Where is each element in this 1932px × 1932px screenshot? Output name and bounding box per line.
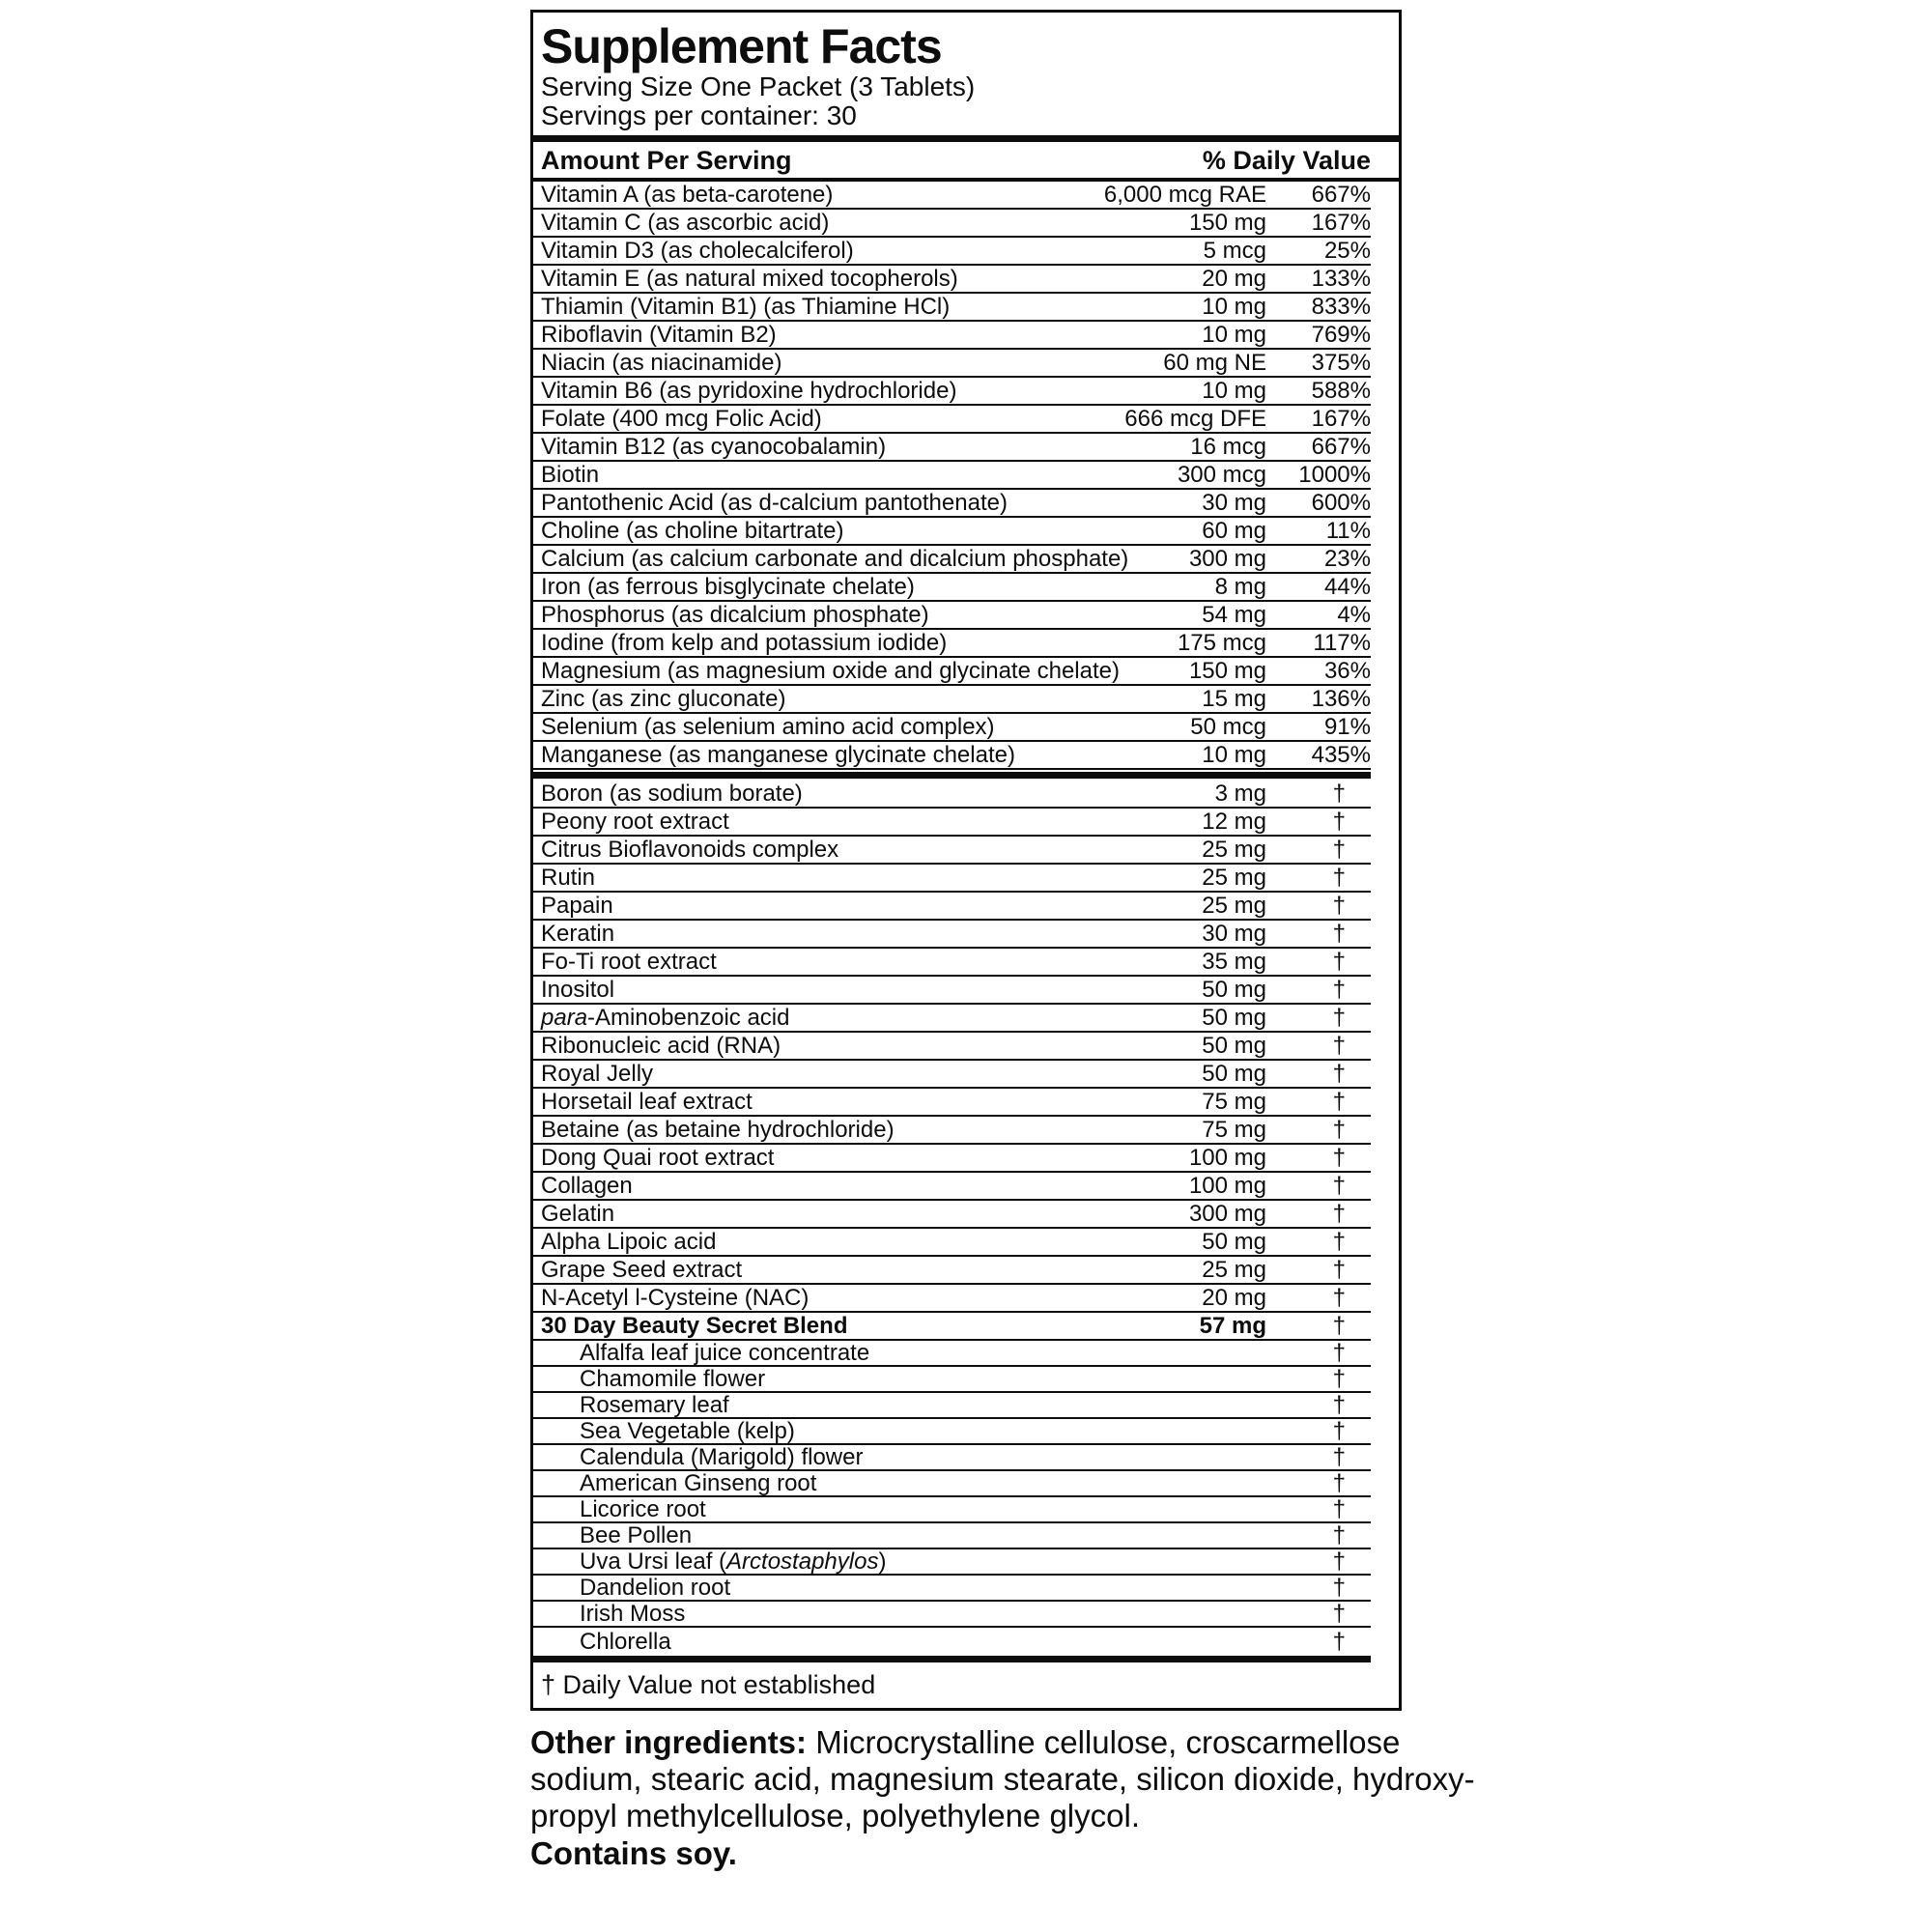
table-row xyxy=(533,1602,1371,1628)
ingredient-name: Calcium (as calcium carbonate and dicalcium phosphate) xyxy=(541,546,1129,572)
ingredient-amount: 50 mg xyxy=(1202,977,1266,1003)
table-row xyxy=(533,1173,1371,1201)
other-ingredients-line xyxy=(530,1724,1401,1761)
ingredient-amount: 16 mcg xyxy=(1190,434,1266,460)
ingredient-daily-value: † xyxy=(1332,1257,1346,1283)
ingredient-amount: 12 mg xyxy=(1202,809,1266,835)
ingredient-amount: 50 mg xyxy=(1202,1061,1266,1087)
ingredient-amount: 5 mcg xyxy=(1203,238,1266,264)
table-row xyxy=(533,714,1371,742)
ingredient-amount: 25 mg xyxy=(1202,837,1266,863)
ingredient-name: Citrus Bioflavonoids complex xyxy=(541,837,839,863)
table-row xyxy=(533,1341,1371,1367)
ingredient-daily-value: † xyxy=(1332,1005,1346,1031)
ingredient-daily-value: 23% xyxy=(1323,546,1371,572)
ingredient-daily-value: 1000% xyxy=(1298,462,1371,488)
table-row xyxy=(533,1117,1371,1145)
ingredient-amount: 8 mg xyxy=(1214,574,1266,600)
blend-ingredient-name: Bee Pollen xyxy=(580,1522,693,1548)
table-row xyxy=(533,1549,1371,1576)
ingredient-name: Inositol xyxy=(541,977,615,1003)
ingredient-daily-value: † xyxy=(1332,1340,1346,1366)
ingredient-amount: 50 mg xyxy=(1202,1005,1266,1031)
ingredient-daily-value: † xyxy=(1332,809,1346,835)
table-row xyxy=(533,1061,1371,1089)
other-ingredients-label: Other ingredients: xyxy=(530,1724,808,1760)
ingredient-daily-value: † xyxy=(1332,1313,1346,1339)
ingredient-amount: 10 mg xyxy=(1202,378,1266,404)
table-row xyxy=(533,238,1371,266)
ingredient-amount: 25 mg xyxy=(1202,865,1266,891)
ingredient-daily-value: 136% xyxy=(1311,686,1371,712)
ingredient-daily-value: 667% xyxy=(1311,434,1371,460)
ingredient-amount: 100 mg xyxy=(1188,1173,1266,1199)
ingredient-name: Pantothenic Acid (as d-calcium pantothenate) xyxy=(541,490,1008,516)
contains-soy-text: Contains soy. xyxy=(530,1835,737,1871)
ingredient-name: Selenium (as selenium amino acid complex) xyxy=(541,714,995,740)
ingredient-name: Vitamin E (as natural mixed tocopherols) xyxy=(541,266,958,292)
blend-ingredient-name: Dandelion root xyxy=(580,1575,731,1601)
table-row xyxy=(533,1033,1371,1061)
table-row xyxy=(533,1145,1371,1173)
ingredient-amount: 30 mg xyxy=(1202,490,1266,516)
ingredient-amount: 300 mcg xyxy=(1177,462,1266,488)
ingredient-daily-value: † xyxy=(1332,1548,1346,1575)
ingredient-amount: 20 mg xyxy=(1202,266,1266,292)
table-row xyxy=(533,865,1371,893)
ingredient-name: Vitamin B6 (as pyridoxine hydrochloride) xyxy=(541,378,957,404)
ingredient-daily-value: 25% xyxy=(1323,238,1371,264)
table-row xyxy=(533,1628,1371,1654)
ingredient-daily-value: 91% xyxy=(1323,714,1371,740)
ingredient-amount: 75 mg xyxy=(1202,1117,1266,1143)
table-row xyxy=(533,837,1371,865)
daily-value-header: % Daily Value xyxy=(1202,146,1371,175)
other-ingredients-line: propyl methylcellulose, polyethylene glycol. xyxy=(530,1798,1140,1833)
ingredient-name: Alpha Lipoic acid xyxy=(541,1229,717,1255)
blend-ingredient-name: Rosemary leaf xyxy=(580,1392,729,1418)
supplement-facts-panel xyxy=(530,10,1402,1711)
ingredient-daily-value: † xyxy=(1332,865,1346,891)
ingredient-daily-value: 44% xyxy=(1323,574,1371,600)
ingredient-amount: 75 mg xyxy=(1202,1089,1266,1115)
ingredient-daily-value: 667% xyxy=(1311,182,1371,208)
ingredient-daily-value: † xyxy=(1332,1392,1346,1418)
ingredient-daily-value: † xyxy=(1332,1601,1346,1627)
ingredient-daily-value: † xyxy=(1332,1117,1346,1143)
ingredient-name: Collagen xyxy=(541,1173,633,1199)
label-column xyxy=(530,10,1475,1873)
blend-ingredient-name: Uva Ursi leaf (Arctostaphylos) xyxy=(580,1548,887,1575)
ingredient-name: Vitamin D3 (as cholecalciferol) xyxy=(541,238,854,264)
ingredient-name: N-Acetyl l-Cysteine (NAC) xyxy=(541,1285,810,1311)
ingredient-amount: 6,000 mcg RAE xyxy=(1103,182,1266,208)
ingredient-daily-value: 600% xyxy=(1311,490,1371,516)
ingredient-name: Peony root extract xyxy=(541,809,729,835)
ingredient-name: para-Aminobenzoic acid xyxy=(541,1005,790,1031)
table-row xyxy=(533,322,1371,350)
ingredient-daily-value: † xyxy=(1332,1201,1346,1227)
table-row xyxy=(533,490,1371,518)
ingredient-name: Folate (400 mcg Folic Acid) xyxy=(541,406,822,432)
ingredient-daily-value: 588% xyxy=(1311,378,1371,404)
ingredient-amount: 50 mg xyxy=(1202,1033,1266,1059)
table-row xyxy=(533,1367,1371,1393)
ingredient-daily-value: † xyxy=(1332,1145,1346,1171)
table-row xyxy=(533,210,1371,238)
table-row xyxy=(533,1523,1371,1549)
ingredient-daily-value: 11% xyxy=(1325,518,1371,544)
ingredient-name: Choline (as choline bitartrate) xyxy=(541,518,844,544)
ingredient-name: Manganese (as manganese glycinate chelate) xyxy=(541,742,1015,768)
ingredient-daily-value: † xyxy=(1332,1366,1346,1392)
ingredient-name: Thiamin (Vitamin B1) (as Thiamine HCl) xyxy=(541,294,951,320)
ingredient-daily-value: † xyxy=(1332,949,1346,975)
ingredient-daily-value: 167% xyxy=(1311,406,1371,432)
ingredient-amount: 60 mg xyxy=(1202,518,1266,544)
servings-per-container-text: Servings per container: 30 xyxy=(541,100,857,130)
ingredient-amount: 50 mg xyxy=(1202,1229,1266,1255)
table-row xyxy=(533,1201,1371,1229)
table-row xyxy=(533,1576,1371,1602)
ingredient-amount: 57 mg xyxy=(1199,1313,1266,1339)
blend-ingredient-name: American Ginseng root xyxy=(580,1470,817,1496)
ingredient-name: Betaine (as betaine hydrochloride) xyxy=(541,1117,895,1143)
ingredient-daily-value: † xyxy=(1332,1285,1346,1311)
table-row xyxy=(533,182,1371,210)
ingredient-daily-value: † xyxy=(1332,1629,1346,1655)
table-header-row xyxy=(533,142,1371,178)
table-row xyxy=(533,266,1371,294)
ingredient-name: Riboflavin (Vitamin B2) xyxy=(541,322,777,348)
table-row xyxy=(533,977,1371,1005)
ingredient-daily-value: † xyxy=(1332,1061,1346,1087)
ingredient-amount: 10 mg xyxy=(1202,742,1266,768)
ingredient-amount: 35 mg xyxy=(1202,949,1266,975)
vitamins-minerals-rows xyxy=(533,182,1399,770)
ingredient-daily-value: 117% xyxy=(1313,630,1371,656)
ingredient-daily-value: 435% xyxy=(1311,742,1371,768)
ingredient-name: Gelatin xyxy=(541,1201,615,1227)
ingredient-name: Iron (as ferrous bisglycinate chelate) xyxy=(541,574,915,600)
ingredient-daily-value: † xyxy=(1332,781,1346,807)
blend-ingredient-name: Alfalfa leaf juice concentrate xyxy=(580,1340,870,1366)
other-ingredients-line: sodium, stearic acid, magnesium stearate, silicon dioxide, hydroxy- xyxy=(530,1761,1475,1797)
amount-per-serving-header: Amount Per Serving xyxy=(541,146,792,175)
ingredient-amount: 60 mg NE xyxy=(1163,350,1266,376)
ingredient-amount: 20 mg xyxy=(1202,1285,1266,1311)
ingredient-daily-value: 36% xyxy=(1323,658,1371,684)
ingredient-daily-value: † xyxy=(1332,1444,1346,1470)
table-row xyxy=(533,1089,1371,1117)
table-row xyxy=(533,518,1371,546)
ingredient-daily-value: 833% xyxy=(1311,294,1371,320)
table-row xyxy=(533,350,1371,378)
daily-value-footnote: † Daily Value not established xyxy=(541,1670,876,1699)
table-row xyxy=(533,1229,1371,1257)
other-actives-rows xyxy=(533,781,1399,1313)
other-ingredients-block xyxy=(530,1724,1475,1873)
ingredient-daily-value: † xyxy=(1332,1496,1346,1522)
ingredient-name: Phosphorus (as dicalcium phosphate) xyxy=(541,602,929,628)
table-row xyxy=(533,1005,1371,1033)
blend-ingredient-rows xyxy=(533,1341,1399,1654)
table-row xyxy=(533,921,1371,949)
serving-size-text: Serving Size One Packet (3 Tablets) xyxy=(541,71,976,101)
ingredient-amount: 3 mg xyxy=(1214,781,1266,807)
ingredient-name: Grape Seed extract xyxy=(541,1257,743,1283)
other-ingredients-text: Microcrystalline cellulose, croscarmellose xyxy=(807,1724,1401,1760)
blend-header-row xyxy=(533,1313,1399,1341)
table-row xyxy=(533,1393,1371,1419)
page-title: Supplement Facts xyxy=(541,19,942,73)
ingredient-name: Boron (as sodium borate) xyxy=(541,781,803,807)
table-row xyxy=(533,658,1371,686)
table-row xyxy=(533,809,1371,837)
ingredient-name: Zinc (as zinc gluconate) xyxy=(541,686,786,712)
blend-ingredient-name: Calendula (Marigold) flower xyxy=(580,1444,864,1470)
divider-thick xyxy=(533,135,1399,142)
ingredient-name: Iodine (from kelp and potassium iodide) xyxy=(541,630,948,656)
table-row xyxy=(533,434,1371,462)
ingredient-daily-value: † xyxy=(1332,977,1346,1003)
ingredient-name: Horsetail leaf extract xyxy=(541,1089,753,1115)
ingredient-amount: 10 mg xyxy=(1202,294,1266,320)
ingredient-name: 30 Day Beauty Secret Blend xyxy=(541,1313,848,1339)
ingredient-name: Papain xyxy=(541,893,613,919)
ingredient-amount: 25 mg xyxy=(1202,1257,1266,1283)
ingredient-daily-value: † xyxy=(1332,1229,1346,1255)
ingredient-daily-value: 375% xyxy=(1311,350,1371,376)
ingredient-amount: 25 mg xyxy=(1202,893,1266,919)
ingredient-daily-value: † xyxy=(1332,1418,1346,1444)
table-row xyxy=(533,1313,1371,1341)
table-row xyxy=(533,893,1371,921)
ingredient-name: Vitamin B12 (as cyanocobalamin) xyxy=(541,434,887,460)
table-row xyxy=(533,378,1371,406)
ingredient-amount: 150 mg xyxy=(1188,210,1266,236)
table-row xyxy=(533,406,1371,434)
table-row xyxy=(533,602,1371,630)
ingredient-amount: 50 mcg xyxy=(1190,714,1266,740)
ingredient-daily-value: 133% xyxy=(1311,266,1371,292)
ingredient-amount: 300 mg xyxy=(1188,546,1266,572)
table-row xyxy=(533,574,1371,602)
ingredient-daily-value: † xyxy=(1332,921,1346,947)
ingredient-daily-value: † xyxy=(1332,1470,1346,1496)
ingredient-name: Ribonucleic acid (RNA) xyxy=(541,1033,781,1059)
ingredient-amount: 300 mg xyxy=(1188,1201,1266,1227)
ingredient-amount: 30 mg xyxy=(1202,921,1266,947)
ingredient-daily-value: † xyxy=(1332,1173,1346,1199)
divider-thick xyxy=(533,1656,1371,1662)
ingredient-daily-value: † xyxy=(1332,1089,1346,1115)
table-row xyxy=(533,949,1371,977)
ingredient-name: Magnesium (as magnesium oxide and glycinate chelate) xyxy=(541,658,1120,684)
ingredient-amount: 100 mg xyxy=(1188,1145,1266,1171)
blend-ingredient-name: Sea Vegetable (kelp) xyxy=(580,1418,795,1444)
ingredient-amount: 150 mg xyxy=(1188,658,1266,684)
table-row xyxy=(533,1285,1371,1313)
table-row xyxy=(533,294,1371,322)
divider-thick xyxy=(533,772,1371,779)
ingredient-amount: 666 mcg DFE xyxy=(1124,406,1266,432)
ingredient-daily-value: † xyxy=(1332,893,1346,919)
ingredient-daily-value: † xyxy=(1332,1033,1346,1059)
table-row xyxy=(533,781,1371,809)
table-row xyxy=(533,686,1371,714)
ingredient-daily-value: 769% xyxy=(1311,322,1371,348)
blend-ingredient-name: Irish Moss xyxy=(580,1601,686,1627)
ingredient-name: Niacin (as niacinamide) xyxy=(541,350,782,376)
blend-ingredient-name: Chamomile flower xyxy=(580,1366,766,1392)
ingredient-name: Biotin xyxy=(541,462,600,488)
blend-ingredient-name: Licorice root xyxy=(580,1496,706,1522)
table-row xyxy=(533,1497,1371,1523)
ingredient-name: Rutin xyxy=(541,865,596,891)
table-row xyxy=(533,1419,1371,1445)
table-row xyxy=(533,546,1371,574)
ingredient-daily-value: † xyxy=(1332,837,1346,863)
ingredient-daily-value: † xyxy=(1332,1575,1346,1601)
ingredient-daily-value: 167% xyxy=(1311,210,1371,236)
ingredient-daily-value: 4% xyxy=(1337,602,1371,628)
table-row xyxy=(533,742,1371,770)
table-row xyxy=(533,1471,1371,1497)
ingredient-name: Vitamin A (as beta-carotene) xyxy=(541,182,834,208)
ingredient-amount: 10 mg xyxy=(1202,322,1266,348)
ingredient-amount: 54 mg xyxy=(1202,602,1266,628)
table-row xyxy=(533,462,1371,490)
ingredient-name: Vitamin C (as ascorbic acid) xyxy=(541,210,830,236)
ingredient-name: Keratin xyxy=(541,921,615,947)
blend-ingredient-name: Chlorella xyxy=(580,1629,671,1655)
table-row xyxy=(533,630,1371,658)
table-row xyxy=(533,1445,1371,1471)
ingredient-name: Royal Jelly xyxy=(541,1061,654,1087)
table-row xyxy=(533,1257,1371,1285)
ingredient-name: Dong Quai root extract xyxy=(541,1145,775,1171)
ingredient-name: Fo-Ti root extract xyxy=(541,949,717,975)
ingredient-daily-value: † xyxy=(1332,1522,1346,1548)
ingredient-amount: 175 mcg xyxy=(1177,630,1266,656)
ingredient-amount: 15 mg xyxy=(1202,686,1266,712)
